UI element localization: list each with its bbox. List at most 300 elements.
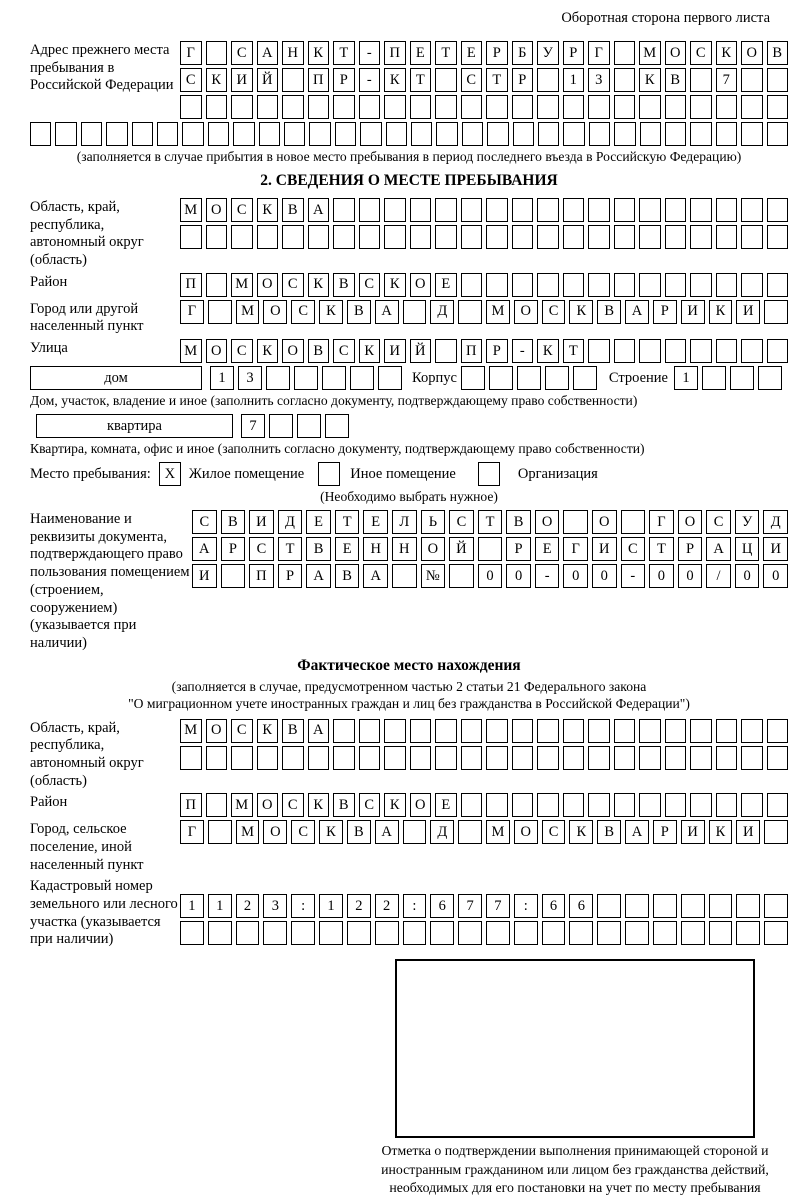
char-box — [384, 719, 406, 743]
char-box — [206, 95, 228, 119]
char-box — [588, 339, 610, 363]
char-box — [588, 225, 610, 249]
char-box — [690, 95, 712, 119]
char-box — [569, 921, 593, 945]
char-box — [563, 793, 585, 817]
char-box — [702, 366, 726, 390]
char-box: Г — [563, 537, 588, 561]
char-box — [709, 894, 733, 918]
actual-city-label: Город, сельское поселение, иной населенный пункт — [30, 821, 144, 873]
char-box — [621, 510, 646, 534]
char-box: О — [257, 273, 279, 297]
char-box: Г — [180, 820, 204, 844]
char-box: Т — [278, 537, 303, 561]
char-box — [573, 366, 597, 390]
char-box: Е — [435, 793, 457, 817]
char-box — [690, 273, 712, 297]
char-box — [639, 719, 661, 743]
actual-location-note1: (заполняется в случае, предусмотренном частью 2 статьи 21 Федерального закона — [171, 678, 647, 694]
char-box: С — [461, 68, 483, 92]
char-box — [589, 122, 610, 146]
char-box: 1 — [563, 68, 585, 92]
char-box — [291, 921, 315, 945]
char-box — [513, 122, 534, 146]
char-box: С — [333, 339, 355, 363]
char-box — [269, 414, 293, 438]
stay-type-option-organization: Организация — [517, 465, 598, 482]
char-box: В — [347, 820, 371, 844]
char-box: 0 — [506, 564, 531, 588]
char-box: А — [706, 537, 731, 561]
stay-type-option-other: Иное помещение — [350, 465, 456, 482]
char-box: И — [681, 820, 705, 844]
char-box: Н — [392, 537, 417, 561]
char-box — [741, 225, 763, 249]
char-box — [410, 225, 432, 249]
char-box — [487, 122, 508, 146]
char-box: А — [375, 300, 399, 324]
char-box — [259, 122, 280, 146]
char-box — [435, 719, 457, 743]
char-box — [449, 564, 474, 588]
char-box — [537, 746, 559, 770]
char-box: С — [621, 537, 646, 561]
char-box: К — [709, 300, 733, 324]
char-box: С — [231, 719, 253, 743]
char-box: Е — [461, 41, 483, 65]
char-box: С — [291, 820, 315, 844]
char-box — [333, 746, 355, 770]
char-box — [614, 339, 636, 363]
stay-type-note: (Необходимо выбрать нужное) — [320, 489, 498, 505]
char-box: О — [665, 41, 687, 65]
region-label: Область, край, республика, автономный округ (область) — [30, 198, 144, 269]
char-box — [403, 921, 427, 945]
char-box: В — [665, 68, 687, 92]
prev-address-row2 — [180, 68, 788, 92]
char-box — [730, 366, 754, 390]
char-box: Р — [221, 537, 246, 561]
char-box — [297, 414, 321, 438]
char-box: П — [308, 68, 330, 92]
char-box — [208, 921, 232, 945]
city-row — [180, 300, 788, 324]
char-box — [461, 746, 483, 770]
char-box — [233, 122, 254, 146]
char-box — [741, 339, 763, 363]
char-box — [665, 122, 686, 146]
char-box — [55, 122, 76, 146]
char-box — [665, 793, 687, 817]
char-box — [588, 719, 610, 743]
house-box-label: дом — [30, 366, 202, 390]
char-box — [384, 746, 406, 770]
actual-region-field — [30, 719, 788, 791]
char-box — [597, 894, 621, 918]
char-box — [639, 339, 661, 363]
char-box — [665, 95, 687, 119]
char-box: А — [308, 198, 330, 222]
char-box: С — [231, 41, 253, 65]
char-box — [378, 366, 402, 390]
char-box: С — [359, 273, 381, 297]
char-box: У — [735, 510, 760, 534]
char-box — [563, 510, 588, 534]
char-box — [461, 366, 485, 390]
char-box: 0 — [763, 564, 788, 588]
char-box: Р — [278, 564, 303, 588]
char-box — [537, 225, 559, 249]
region-row2 — [180, 225, 788, 249]
cadastre-row1 — [180, 894, 788, 918]
char-box — [486, 95, 508, 119]
char-box — [614, 122, 635, 146]
char-box: М — [486, 300, 510, 324]
char-box — [764, 894, 788, 918]
char-box — [435, 339, 457, 363]
char-box — [716, 198, 738, 222]
char-box — [359, 198, 381, 222]
char-box — [537, 68, 559, 92]
char-box — [767, 793, 789, 817]
char-box — [106, 122, 127, 146]
char-box — [512, 746, 534, 770]
char-box — [435, 68, 457, 92]
document-row2 — [192, 537, 788, 561]
char-box: И — [231, 68, 253, 92]
char-box — [640, 122, 661, 146]
char-box: П — [180, 793, 202, 817]
char-box — [386, 122, 407, 146]
char-box — [384, 95, 406, 119]
char-box — [741, 122, 762, 146]
char-box — [563, 122, 584, 146]
char-box: У — [537, 41, 559, 65]
char-box — [461, 273, 483, 297]
stay-type-label: Место пребывания: — [30, 465, 151, 482]
char-box — [767, 122, 788, 146]
char-box — [384, 198, 406, 222]
char-box — [236, 921, 260, 945]
char-box — [563, 746, 585, 770]
char-box — [625, 894, 649, 918]
char-box: / — [706, 564, 731, 588]
cadastre-field — [30, 877, 788, 949]
korpus-cells — [461, 366, 597, 390]
char-box — [716, 95, 738, 119]
char-box: 7 — [486, 894, 510, 918]
char-box — [435, 746, 457, 770]
char-box: О — [678, 510, 703, 534]
char-box: Е — [535, 537, 560, 561]
char-box — [614, 719, 636, 743]
char-box: А — [257, 41, 279, 65]
char-box: № — [421, 564, 446, 588]
char-box — [758, 366, 782, 390]
char-box: 0 — [478, 564, 503, 588]
char-box — [542, 921, 566, 945]
char-box: К — [537, 339, 559, 363]
house-number-cells — [210, 366, 402, 390]
char-box — [81, 122, 102, 146]
char-box — [486, 719, 508, 743]
char-box: М — [236, 300, 260, 324]
char-box — [435, 198, 457, 222]
char-box: И — [384, 339, 406, 363]
char-box — [319, 921, 343, 945]
char-box: О — [257, 793, 279, 817]
char-box: Р — [653, 820, 677, 844]
char-box — [639, 746, 661, 770]
char-box — [517, 366, 541, 390]
char-box: Е — [306, 510, 331, 534]
char-box — [665, 225, 687, 249]
char-box — [257, 95, 279, 119]
char-box — [764, 921, 788, 945]
char-box: М — [231, 273, 253, 297]
char-box — [736, 894, 760, 918]
region-field — [30, 198, 788, 270]
char-box — [597, 921, 621, 945]
char-box — [206, 225, 228, 249]
char-box — [538, 122, 559, 146]
char-box: 0 — [592, 564, 617, 588]
char-box — [206, 793, 228, 817]
char-box — [182, 122, 203, 146]
char-box: О — [741, 41, 763, 65]
char-box — [767, 95, 789, 119]
char-box — [767, 719, 789, 743]
char-box — [180, 921, 204, 945]
char-box: К — [308, 41, 330, 65]
char-box: О — [514, 300, 538, 324]
cadastre-label: Кадастровый номер земельного или лесного участка (указывается при наличии) — [30, 878, 178, 948]
char-box: : — [291, 894, 315, 918]
char-box: К — [319, 820, 343, 844]
char-box: С — [282, 273, 304, 297]
char-box: В — [597, 300, 621, 324]
char-box: Й — [410, 339, 432, 363]
char-box: О — [206, 198, 228, 222]
char-box: О — [282, 339, 304, 363]
char-box: А — [363, 564, 388, 588]
char-box — [588, 198, 610, 222]
char-box — [486, 746, 508, 770]
char-box — [392, 564, 417, 588]
prev-address-label: Адрес прежнего места пребывания в Российской Федерации — [30, 42, 174, 94]
char-box — [614, 41, 636, 65]
stay-type-checkbox-residential: X — [159, 462, 181, 486]
char-box: О — [206, 719, 228, 743]
char-box: К — [257, 339, 279, 363]
char-box: Р — [678, 537, 703, 561]
char-box — [430, 921, 454, 945]
char-box: В — [333, 273, 355, 297]
char-box — [335, 122, 356, 146]
char-box: 2 — [375, 894, 399, 918]
char-box: К — [257, 719, 279, 743]
char-box — [537, 793, 559, 817]
street-label: Улица — [30, 340, 68, 357]
char-box — [180, 95, 202, 119]
char-box — [231, 95, 253, 119]
cadastre-row2 — [180, 921, 788, 945]
char-box — [764, 300, 788, 324]
char-box: К — [384, 793, 406, 817]
char-box — [360, 122, 381, 146]
stroenie-cells — [674, 366, 782, 390]
char-box — [208, 300, 232, 324]
char-box: Е — [435, 273, 457, 297]
char-box: Р — [486, 41, 508, 65]
char-box: И — [249, 510, 274, 534]
house-note: Дом, участок, владение и иное (заполнить согласно документу, подтверждающему право собственности) — [30, 393, 638, 409]
char-box — [461, 198, 483, 222]
char-box: А — [308, 719, 330, 743]
char-box: О — [592, 510, 617, 534]
char-box — [282, 746, 304, 770]
char-box — [741, 793, 763, 817]
char-box — [512, 225, 534, 249]
char-box: К — [384, 68, 406, 92]
char-box: 0 — [563, 564, 588, 588]
char-box: Д — [430, 820, 454, 844]
stroenie-label: Строение — [608, 369, 668, 386]
char-box — [563, 719, 585, 743]
char-box — [614, 273, 636, 297]
char-box: К — [308, 273, 330, 297]
char-box: В — [597, 820, 621, 844]
char-box: Е — [363, 510, 388, 534]
street-field — [30, 339, 788, 363]
char-box — [690, 746, 712, 770]
char-box — [716, 225, 738, 249]
char-box — [639, 273, 661, 297]
char-box — [537, 273, 559, 297]
char-box — [537, 198, 559, 222]
document-field — [30, 510, 788, 653]
char-box: Т — [486, 68, 508, 92]
char-box: Т — [478, 510, 503, 534]
char-box: В — [767, 41, 789, 65]
actual-city-row — [180, 820, 788, 844]
char-box: Б — [512, 41, 534, 65]
char-box — [690, 198, 712, 222]
char-box — [653, 894, 677, 918]
char-box: 3 — [238, 366, 262, 390]
char-box: Т — [335, 510, 360, 534]
char-box — [588, 95, 610, 119]
apartment-note: Квартира, комната, офис и иное (заполнить согласно документу, подтверждающему право собственности) — [30, 441, 645, 457]
stamp-box — [395, 959, 755, 1138]
char-box: С — [359, 793, 381, 817]
char-box: К — [569, 300, 593, 324]
char-box — [741, 719, 763, 743]
char-box: С — [231, 198, 253, 222]
char-box — [614, 225, 636, 249]
char-box: Т — [649, 537, 674, 561]
apartment-box-label: квартира — [36, 414, 233, 438]
char-box: В — [506, 510, 531, 534]
char-box: Р — [563, 41, 585, 65]
char-box — [157, 122, 178, 146]
char-box: С — [291, 300, 315, 324]
char-box — [347, 921, 371, 945]
char-box: 0 — [735, 564, 760, 588]
char-box: М — [180, 719, 202, 743]
char-box: М — [180, 198, 202, 222]
char-box: : — [514, 894, 538, 918]
char-box — [665, 198, 687, 222]
char-box: П — [180, 273, 202, 297]
city-field — [30, 300, 788, 336]
char-box — [282, 225, 304, 249]
char-box — [512, 719, 534, 743]
char-box: К — [384, 273, 406, 297]
char-box — [741, 198, 763, 222]
district-row — [180, 273, 788, 297]
char-box: - — [621, 564, 646, 588]
char-box — [639, 198, 661, 222]
char-box: О — [421, 537, 446, 561]
char-box — [563, 273, 585, 297]
stamp-caption: Отметка о подтверждении выполнения принимающей стороной и иностранным гражданином или лицом без гражданства действий, необходимых для его постановки на учет по месту пребывания — [381, 1143, 769, 1196]
char-box — [333, 198, 355, 222]
char-box — [257, 225, 279, 249]
char-box: Й — [257, 68, 279, 92]
char-box — [322, 366, 346, 390]
char-box: О — [514, 820, 538, 844]
char-box — [359, 225, 381, 249]
char-box — [478, 537, 503, 561]
char-box — [767, 273, 789, 297]
char-box — [282, 68, 304, 92]
stay-type-checkbox-organization — [478, 462, 500, 486]
stay-type-option-residential: Жилое помещение — [188, 465, 305, 482]
char-box — [284, 122, 305, 146]
char-box: 7 — [241, 414, 265, 438]
char-box — [403, 300, 427, 324]
char-box — [458, 820, 482, 844]
actual-location-note2: "О миграционном учете иностранных граждан и лиц без гражданства в Российской Федерации") — [128, 695, 690, 711]
char-box — [665, 719, 687, 743]
char-box — [690, 68, 712, 92]
char-box: И — [736, 820, 760, 844]
char-box — [767, 225, 789, 249]
char-box: С — [192, 510, 217, 534]
char-box — [410, 746, 432, 770]
char-box — [665, 273, 687, 297]
char-box: Т — [563, 339, 585, 363]
char-box: В — [335, 564, 360, 588]
char-box — [741, 273, 763, 297]
char-box: Й — [449, 537, 474, 561]
char-box — [410, 719, 432, 743]
actual-district-label: Район — [30, 794, 68, 811]
char-box — [308, 225, 330, 249]
char-box: 1 — [180, 894, 204, 918]
char-box — [545, 366, 569, 390]
char-box: Ь — [421, 510, 446, 534]
char-box — [359, 719, 381, 743]
char-box — [411, 122, 432, 146]
char-box — [588, 746, 610, 770]
char-box — [208, 122, 229, 146]
char-box — [563, 198, 585, 222]
char-box — [221, 564, 246, 588]
char-box: - — [535, 564, 560, 588]
char-box — [435, 95, 457, 119]
